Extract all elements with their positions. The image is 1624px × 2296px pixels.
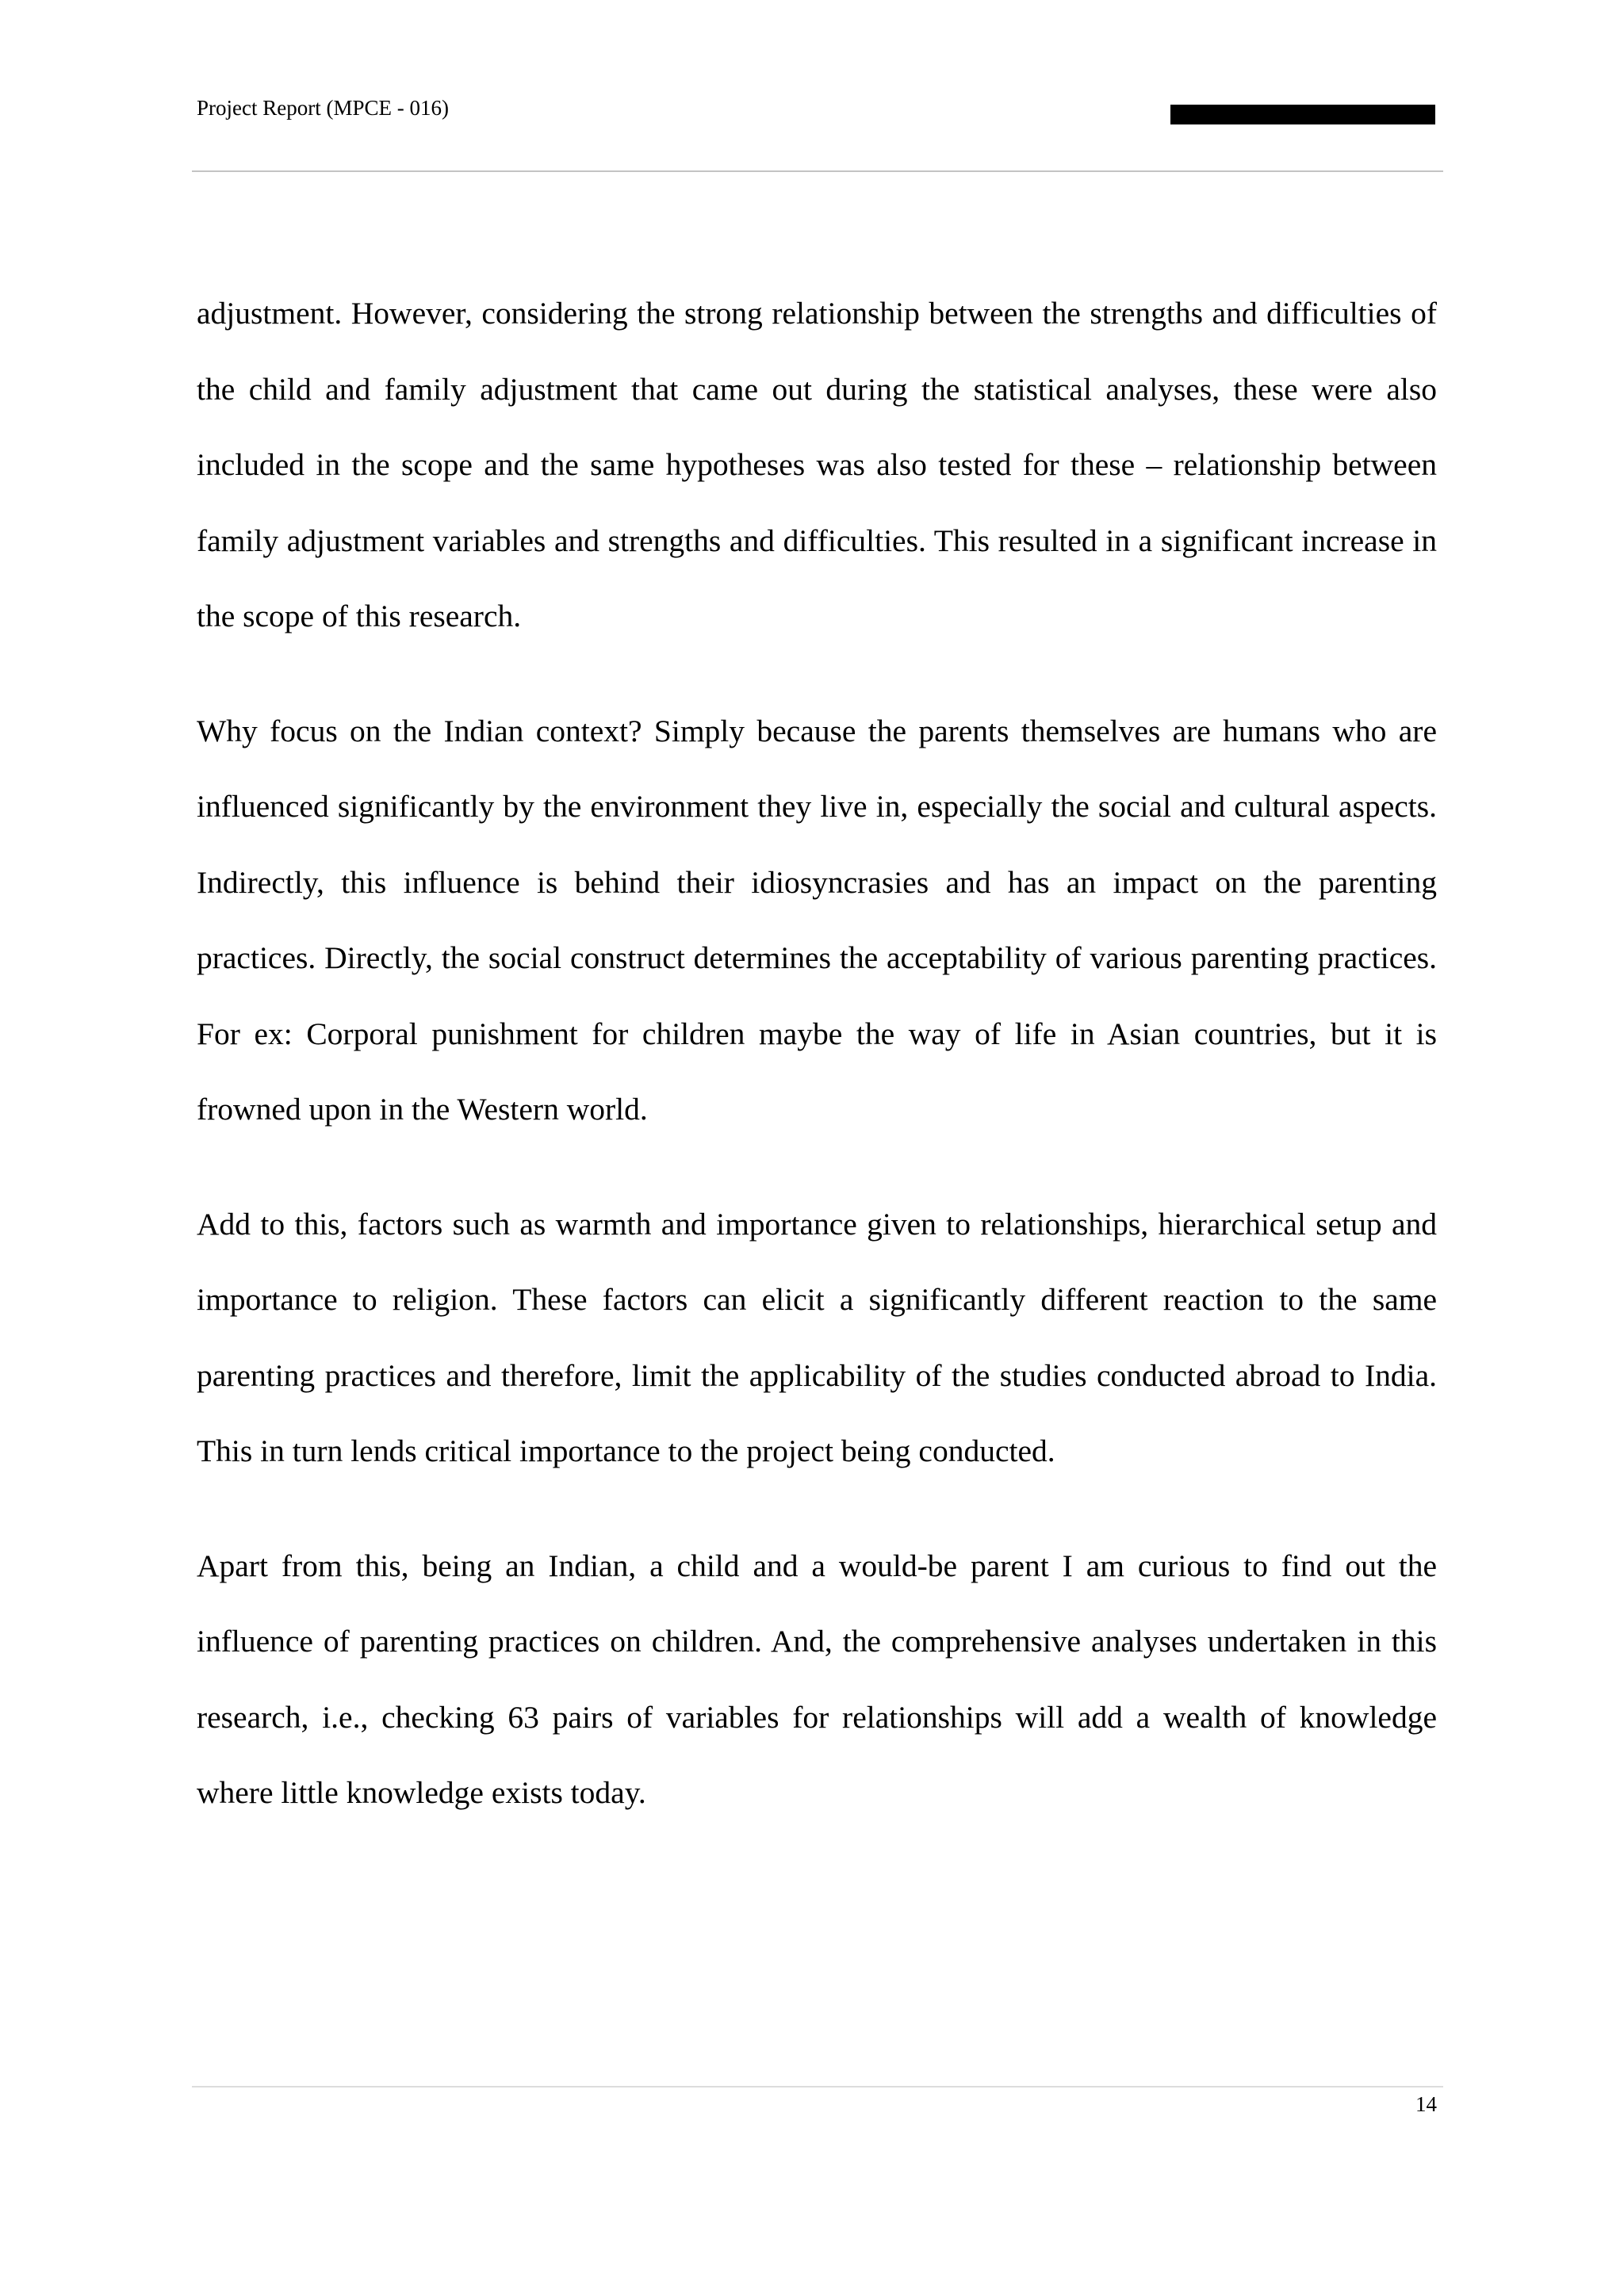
page-number: 14 [1415,2092,1437,2116]
footer-divider [192,2086,1443,2087]
paragraph-4: Apart from this, being an Indian, a child and a would-be parent I am curious to find out the influence of parenting practices on children. And, the comprehensive analyses undertaken in this research, i.e., checking 63 pairs of variables for relationships will add a wealth of knowledge where little knowledge exists today. [197,1548,1437,1810]
paragraph-3: Add to this, factors such as warmth and importance given to relationships, hierarchical setup and importance to religion. These factors can elicit a significantly different reaction to the same parenting practices and therefore, limit the applicability of the studies conducted abroad to India. This in turn lends critical importance to the project being conducted. [197,1206,1437,1468]
header-divider [192,170,1443,172]
paragraph-1: adjustment. However, considering the strong relationship between the strengths and difficulties of the child and family adjustment that came out during the statistical analyses, these were also included in the scope and the same hypotheses was also tested for these – relationship between family adjustment variables and strengths and difficulties. This resulted in a significant increase in the scope of this research. [197,296,1437,633]
header-redaction-bar [1170,105,1435,124]
running-header-title: Project Report (MPCE - 016) [197,96,449,120]
body-text [197,276,1437,1831]
paragraph-2: Why focus on the Indian context? Simply because the parents themselves are humans who are influenced significantly by the environment they live in, especially the social and cultural aspects. Indirectly, this influence is behind their idiosyncrasies and has an impact on the parenting practices. Directly, the social construct determines the acceptability of various parenting practices. For ex: Corporal punishment for children maybe the way of life in Asian countries, but it is frowned upon in the Western world. [197,713,1437,1127]
